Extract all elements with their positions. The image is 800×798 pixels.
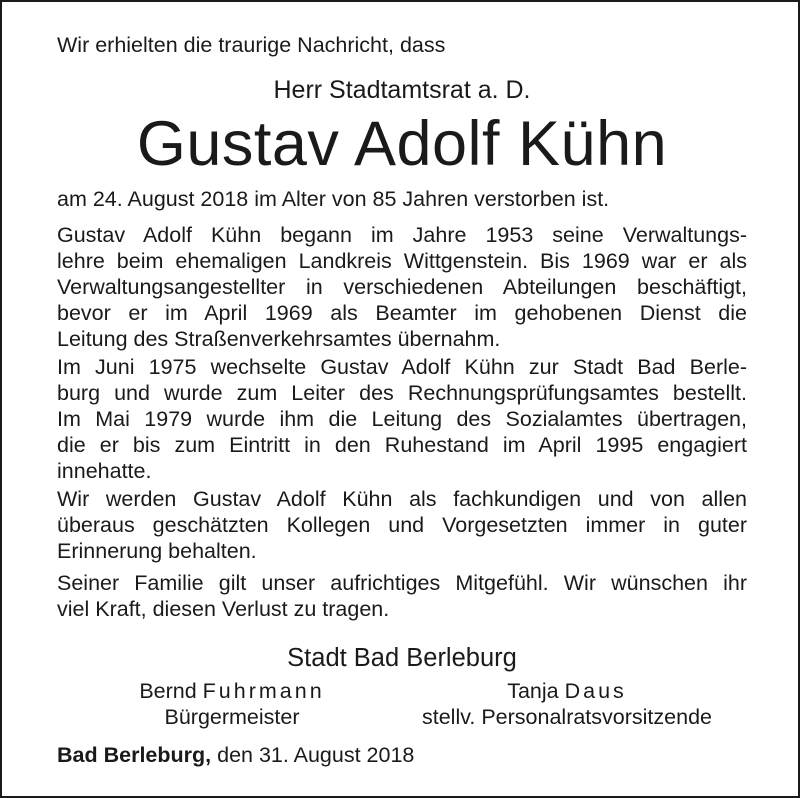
paragraph-line: überaus geschätzten Kollegen und Vorgesetzten immer in guter	[57, 513, 747, 537]
organization-name: Stadt Bad Berleburg	[287, 644, 517, 672]
deceased-name: Gustav Adolf Kühn	[136, 109, 668, 179]
paragraph-line: viel Kraft, diesen Verlust zu tragen.	[57, 597, 390, 621]
paragraph-line: lehre beim ehemaligen Landkreis Wittgenstein. Bis 1969 war er als	[57, 249, 747, 273]
signatory-role-council: stellv. Personalratsvorsitzende	[422, 705, 712, 729]
signatory-name-council	[382, 678, 752, 704]
signatory-first-name: Tanja	[507, 679, 559, 703]
death-line: am 24. August 2018 im Alter von 85 Jahren verstorben ist.	[57, 187, 610, 211]
paragraph-line: Gustav Adolf Kühn begann im Jahre 1953 seine Verwaltungs-	[57, 223, 747, 247]
paragraph-line: die er bis zum Eintritt in den Ruhestand im April 1995 engagiert	[57, 433, 747, 457]
paragraph-line: Erinnerung behalten.	[57, 539, 257, 563]
place-date-line	[57, 742, 414, 768]
signatory-last-name: Fuhrmann	[202, 679, 325, 703]
paragraph-line: burg und wurde zum Leiter des Rechnungsprüfungsamtes bestellt.	[57, 381, 747, 405]
paragraph-line: Im Mai 1979 wurde ihm die Leitung des Sozialamtes übertragen,	[57, 407, 747, 431]
paragraph-line: Im Juni 1975 wechselte Gustav Adolf Kühn zur Stadt Bad Berle-	[57, 355, 747, 379]
paragraph-line: innehatte.	[57, 459, 152, 483]
paragraph-condolences	[57, 570, 747, 622]
paragraph-line: Verwaltungsangestellter in verschiedenen Abteilungen beschäftigt,	[57, 275, 747, 299]
footer-place: Bad Berleburg,	[57, 743, 212, 767]
paragraph-line: Leitung des Straßenverkehrsamtes übernahm.	[57, 327, 501, 351]
paragraph-line: bevor er im April 1969 als Beamter im gehobenen Dienst die	[57, 301, 747, 325]
paragraph-city-career	[57, 354, 747, 484]
signatory-first-name: Bernd	[139, 679, 197, 703]
paragraph-remembrance	[57, 486, 747, 564]
footer-date: den 31. August 2018	[217, 743, 415, 767]
signatory-name-mayor	[102, 678, 362, 704]
paragraph-line: Seiner Familie gilt unser aufrichtiges Mitgefühl. Wir wünschen ihr	[57, 571, 747, 595]
honorific-title: Herr Stadtamtsrat a. D.	[273, 76, 531, 104]
signatory-last-name: Daus	[564, 679, 627, 703]
paragraph-career-start	[57, 222, 747, 352]
signatory-role-mayor: Bürgermeister	[164, 705, 300, 729]
intro-text: Wir erhielten die traurige Nachricht, dass	[57, 33, 446, 57]
paragraph-line: Wir werden Gustav Adolf Kühn als fachkundigen und von allen	[57, 487, 747, 511]
